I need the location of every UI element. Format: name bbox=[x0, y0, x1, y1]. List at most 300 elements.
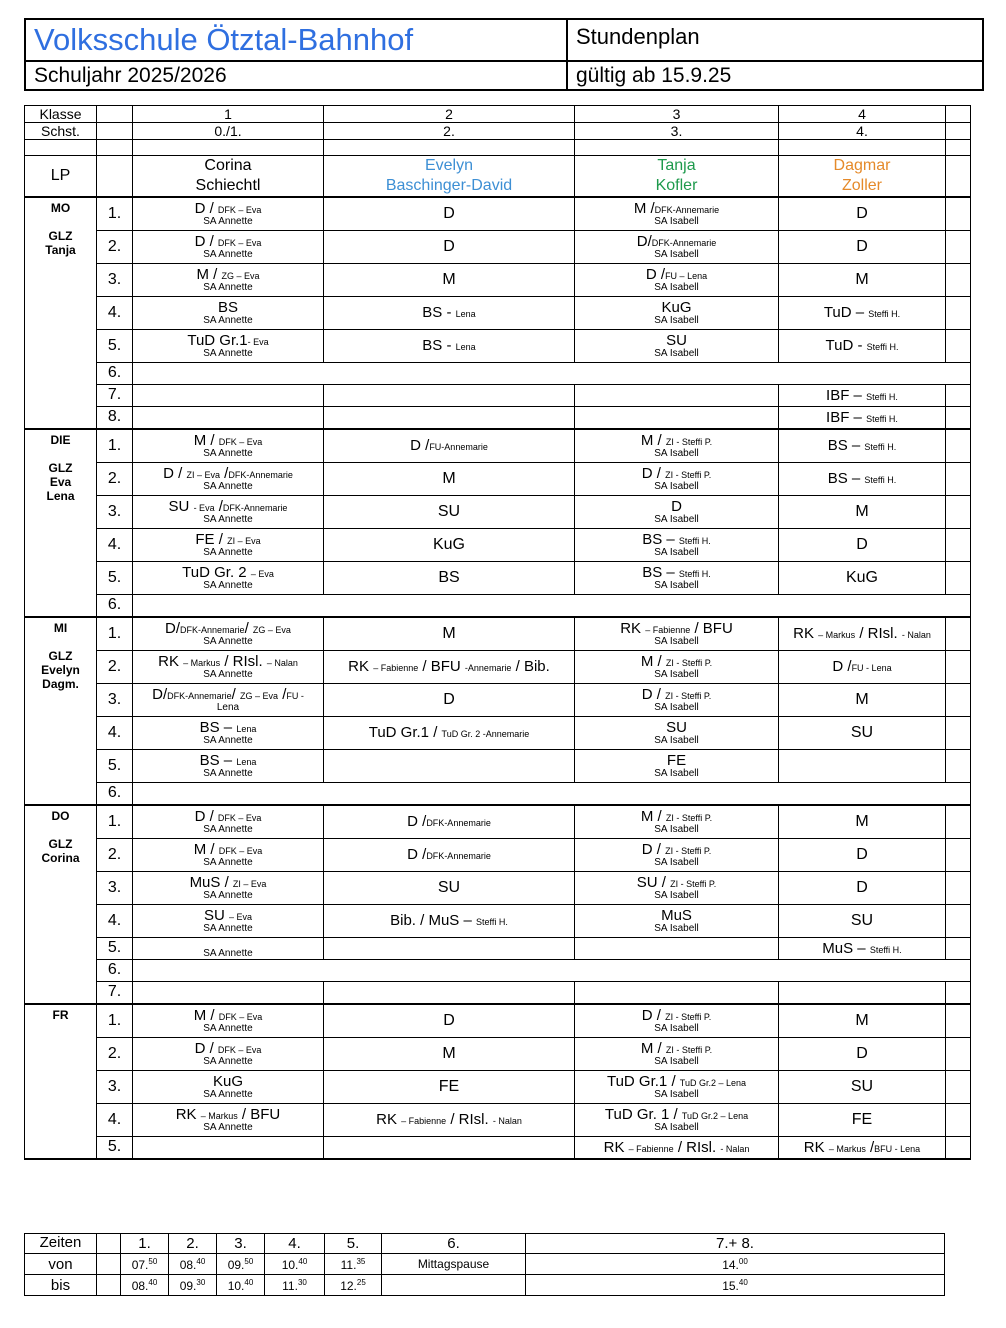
table-cell bbox=[946, 1038, 971, 1071]
cell-text: DFK-Annemarie bbox=[222, 502, 288, 513]
cell-text: SA Annette bbox=[203, 580, 253, 592]
table-cell bbox=[946, 123, 971, 140]
table-cell bbox=[133, 264, 324, 297]
cell-text: SA Isabell bbox=[654, 481, 699, 493]
cell-text: Lena bbox=[236, 723, 257, 734]
cell-text: – Fabienne bbox=[373, 663, 419, 674]
table-cell bbox=[575, 839, 779, 872]
table-cell bbox=[133, 982, 324, 1005]
cell-text: SA Isabell bbox=[654, 216, 699, 228]
cell-text: SA Annette bbox=[203, 1089, 253, 1101]
table-cell bbox=[265, 1275, 325, 1296]
cell-text: DFK – Eva bbox=[217, 812, 262, 823]
schst-3: 3. bbox=[575, 123, 779, 140]
teacher-2 bbox=[324, 156, 575, 198]
table-cell bbox=[946, 1104, 971, 1137]
cell-text: TuD Gr. 2 -Annemarie bbox=[441, 729, 530, 740]
table-row bbox=[25, 61, 983, 90]
cell-text: SA Annette bbox=[203, 1122, 253, 1134]
cell-text: KuG bbox=[212, 1072, 243, 1090]
cell-text: SU bbox=[666, 718, 687, 736]
table-cell: SU bbox=[324, 872, 575, 905]
table-cell bbox=[946, 617, 971, 651]
table-cell bbox=[526, 1254, 945, 1275]
table-cell: 3. bbox=[97, 684, 133, 717]
cell-text: D / bbox=[194, 199, 214, 217]
table-cell bbox=[779, 651, 946, 684]
cell-text: -Annemarie bbox=[464, 663, 512, 674]
schst-2: 2. bbox=[324, 123, 575, 140]
cell-text: Lena bbox=[455, 342, 476, 353]
header-table bbox=[24, 18, 984, 91]
cell-text: BS – bbox=[827, 470, 861, 488]
table-cell bbox=[575, 231, 779, 264]
cell-text: KuG bbox=[661, 298, 692, 316]
cell-text: TuD - bbox=[825, 337, 863, 355]
table-row bbox=[25, 872, 971, 905]
table-cell bbox=[324, 140, 575, 156]
table-cell: 6. bbox=[97, 783, 133, 806]
cell-text: Bib. / MuS – bbox=[390, 912, 472, 930]
cell bbox=[575, 197, 779, 231]
cell-text: SA Annette bbox=[203, 1056, 253, 1068]
cell-text: ZI - Steffi P. bbox=[665, 1011, 712, 1022]
cell-text: – Fabienne bbox=[401, 1116, 447, 1127]
cell-text: TuD Gr.2 – Lena bbox=[681, 1110, 749, 1121]
cell-text: ZI - Steffi P. bbox=[665, 436, 713, 447]
cell-text: SA Isabell bbox=[654, 923, 699, 935]
table-cell bbox=[946, 1137, 971, 1160]
table-row bbox=[25, 407, 971, 430]
table-cell bbox=[324, 938, 575, 960]
table-row bbox=[25, 982, 971, 1005]
table-cell bbox=[133, 297, 324, 330]
table-cell: 4. bbox=[97, 1104, 133, 1137]
cell-text: / bbox=[870, 1138, 875, 1156]
table-cell: SU bbox=[779, 717, 946, 750]
cell-text: SA Isabell bbox=[654, 315, 699, 327]
cell-text: FE / bbox=[195, 530, 223, 548]
table-cell bbox=[946, 805, 971, 839]
table-cell bbox=[133, 330, 324, 363]
cell-text: SU bbox=[666, 331, 687, 349]
table-cell bbox=[575, 1104, 779, 1137]
cell-text: TuD Gr. 1 / bbox=[604, 1105, 678, 1123]
table-row bbox=[25, 330, 971, 363]
table-cell: M bbox=[779, 496, 946, 529]
cell-text: Lena bbox=[455, 309, 476, 320]
table-cell: 5. bbox=[97, 1137, 133, 1160]
table-cell bbox=[97, 123, 133, 140]
cell-text: Steffi H. bbox=[476, 917, 508, 928]
cell-text: 12. bbox=[340, 1278, 357, 1293]
table-cell: 3. bbox=[97, 872, 133, 905]
cell-text: SA Annette bbox=[203, 890, 253, 902]
table-cell bbox=[97, 1234, 121, 1254]
table-cell: M bbox=[779, 1004, 946, 1038]
cell-text: Steffi H. bbox=[866, 391, 898, 402]
cell-text: - Nalan bbox=[901, 630, 931, 641]
table-cell bbox=[133, 429, 324, 463]
table-cell bbox=[133, 1137, 324, 1160]
table-cell bbox=[575, 684, 779, 717]
cell-text: ZI - Steffi P. bbox=[670, 878, 717, 889]
table-row bbox=[25, 19, 983, 61]
table-cell bbox=[946, 562, 971, 595]
cell-text: DFK – Eva bbox=[218, 1011, 263, 1022]
cell-text: D/ bbox=[636, 232, 652, 250]
day-fr bbox=[25, 1004, 97, 1159]
cell-text: - Eva bbox=[247, 336, 269, 347]
table-cell bbox=[133, 783, 971, 806]
table-cell bbox=[575, 496, 779, 529]
cell-text: SA Isabell bbox=[654, 669, 699, 681]
cell-text: M / bbox=[193, 1006, 215, 1024]
table-cell bbox=[946, 938, 971, 960]
cell-text: M / bbox=[633, 199, 655, 217]
table-cell bbox=[779, 982, 946, 1005]
table-cell: 6. bbox=[97, 363, 133, 385]
cell-text: BS – bbox=[642, 563, 675, 581]
table-cell: 2. bbox=[97, 463, 133, 496]
day-do bbox=[25, 805, 97, 1004]
valid-from: gültig ab 15.9.25 bbox=[567, 61, 983, 90]
cell-text: – Eva bbox=[250, 568, 274, 579]
table-cell bbox=[133, 872, 324, 905]
cell-text: DFK-Annemarie bbox=[426, 818, 491, 829]
table-cell bbox=[324, 429, 575, 463]
cell-text: RK bbox=[376, 1111, 397, 1129]
table-row bbox=[25, 783, 971, 806]
table-cell bbox=[133, 1071, 324, 1104]
table-cell: D bbox=[779, 872, 946, 905]
table-cell bbox=[575, 297, 779, 330]
table-cell: KuG bbox=[324, 529, 575, 562]
cell-text: 10. bbox=[281, 1257, 299, 1272]
cell-text: – Markus bbox=[828, 1143, 866, 1154]
table-cell bbox=[946, 407, 971, 430]
table-cell bbox=[575, 938, 779, 960]
cell-text: SA Annette bbox=[203, 547, 253, 559]
cell-text: / bbox=[282, 685, 287, 703]
minutes-superscript: 40 bbox=[738, 1277, 748, 1287]
table-cell bbox=[97, 106, 133, 123]
cell-text: D / bbox=[641, 464, 661, 482]
cell-text: IBF – bbox=[826, 386, 862, 404]
table-cell bbox=[133, 363, 971, 385]
table-cell: 1. bbox=[97, 805, 133, 839]
cell-text: FU – Lena bbox=[665, 270, 708, 281]
cell-text: DFK-Annemarie bbox=[228, 469, 293, 480]
table-cell: 5. bbox=[97, 562, 133, 595]
cell-text: TuD Gr.1 / bbox=[606, 1072, 676, 1090]
table-cell bbox=[575, 429, 779, 463]
cell-text: BS bbox=[217, 298, 238, 316]
table-cell: 5. bbox=[97, 938, 133, 960]
table-cell bbox=[325, 1254, 382, 1275]
table-cell bbox=[946, 651, 971, 684]
table-cell: 7. bbox=[97, 385, 133, 407]
cell-text: FU - Lena bbox=[851, 663, 892, 674]
cell-text: SA Annette bbox=[203, 348, 253, 360]
table-cell bbox=[133, 231, 324, 264]
table-cell bbox=[946, 429, 971, 463]
von-label: von bbox=[25, 1254, 97, 1275]
table-row bbox=[25, 805, 971, 839]
table-cell bbox=[324, 750, 575, 783]
cell-text: Schiechtl bbox=[195, 177, 261, 194]
cell-text: SA Annette bbox=[203, 948, 253, 959]
table-cell: 3. bbox=[97, 1071, 133, 1104]
cell-text: – Nalan bbox=[266, 657, 298, 668]
table-cell: 1. bbox=[97, 1004, 133, 1038]
cell-text: - Nalan bbox=[492, 1116, 522, 1127]
table-cell bbox=[324, 330, 575, 363]
cell-text: D / bbox=[641, 685, 661, 703]
mittagspause: Mittagspause bbox=[382, 1254, 526, 1275]
table-cell bbox=[133, 1004, 324, 1038]
times-table bbox=[24, 1233, 945, 1296]
cell-text: TuD Gr.1 / bbox=[368, 724, 438, 742]
table-cell bbox=[779, 463, 946, 496]
cell-text: – Markus bbox=[200, 1110, 238, 1121]
cell-text: – Fabienne bbox=[628, 1143, 674, 1154]
cell-text: ZI – Eva bbox=[232, 878, 267, 889]
table-cell bbox=[97, 140, 133, 156]
cell-text: D / bbox=[407, 813, 427, 831]
cell-text: D / bbox=[194, 1039, 214, 1057]
table-cell: FE bbox=[779, 1104, 946, 1137]
table-cell bbox=[779, 429, 946, 463]
cell-text: SA Annette bbox=[203, 669, 253, 681]
table-cell: M bbox=[324, 463, 575, 496]
table-cell bbox=[779, 297, 946, 330]
table-row bbox=[25, 1104, 971, 1137]
table-cell bbox=[575, 385, 779, 407]
cell-text: Lena bbox=[46, 489, 75, 503]
table-cell bbox=[25, 140, 97, 156]
table-cell bbox=[575, 872, 779, 905]
table-cell bbox=[575, 805, 779, 839]
cell-text: Steffi H. bbox=[866, 342, 899, 353]
table-cell: 5. bbox=[325, 1234, 382, 1254]
cell-text: D / bbox=[410, 437, 430, 455]
table-cell: D bbox=[779, 231, 946, 264]
table-cell: 3. bbox=[97, 264, 133, 297]
minutes-superscript: 40 bbox=[298, 1256, 308, 1266]
lp-row bbox=[25, 156, 971, 198]
cell-text: M / bbox=[640, 807, 662, 825]
cell-text: D / bbox=[641, 840, 661, 858]
times-header bbox=[25, 1234, 945, 1254]
cell-text: ZI - Steffi P. bbox=[665, 1044, 713, 1055]
cell-text: SA Annette bbox=[203, 216, 253, 228]
cell-text: 15. bbox=[722, 1278, 739, 1293]
table-cell bbox=[133, 385, 324, 407]
cell-text: SU bbox=[168, 497, 190, 515]
cell-text: Lena bbox=[216, 702, 240, 714]
cell-text: SA Isabell bbox=[654, 282, 699, 294]
cell-text: Steffi H. bbox=[866, 413, 898, 424]
cell-text: SA Isabell bbox=[654, 348, 699, 360]
table-cell bbox=[946, 385, 971, 407]
table-cell bbox=[946, 684, 971, 717]
cell-text: MuS / bbox=[189, 873, 229, 891]
cell-text: BS - bbox=[422, 304, 452, 322]
table-row bbox=[25, 363, 971, 385]
cell-text: IBF – bbox=[826, 408, 862, 426]
table-cell bbox=[779, 938, 946, 960]
cell-text: GLZ bbox=[48, 837, 73, 851]
cell-text: DIE bbox=[50, 433, 71, 447]
cell-text: FU - bbox=[286, 690, 304, 701]
klasse-label: Klasse bbox=[25, 106, 97, 123]
cell-text: / bbox=[244, 619, 249, 637]
cell-text: 11. bbox=[340, 1257, 357, 1272]
cell-text: DFK – Eva bbox=[217, 204, 262, 215]
cell-text: Zoller bbox=[841, 177, 882, 194]
cell-text: Baschinger-David bbox=[385, 177, 513, 194]
table-cell: M bbox=[324, 1038, 575, 1071]
cell-text: D/ bbox=[165, 619, 181, 637]
table-cell bbox=[946, 529, 971, 562]
table-cell bbox=[946, 156, 971, 198]
table-row bbox=[25, 684, 971, 717]
cell-text: TuD Gr.2 – Lena bbox=[679, 1077, 747, 1088]
cell-text: / BFU bbox=[422, 658, 461, 676]
table-cell: 5. bbox=[97, 750, 133, 783]
cell-text: DO bbox=[51, 809, 70, 823]
table-cell: M bbox=[324, 264, 575, 297]
cell-text: BFU - Lena bbox=[874, 1143, 921, 1154]
table-cell bbox=[526, 1275, 945, 1296]
cell-text: Dagmar bbox=[833, 157, 891, 174]
cell-text: DFK – Eva bbox=[218, 845, 263, 856]
table-cell bbox=[133, 617, 324, 651]
lp-label: LP bbox=[25, 156, 97, 198]
table-row bbox=[25, 717, 971, 750]
cell-text: D / bbox=[832, 658, 852, 676]
cell-text: M / bbox=[640, 652, 662, 670]
table-cell bbox=[133, 140, 324, 156]
table-cell bbox=[946, 140, 971, 156]
cell-text: FR bbox=[52, 1008, 69, 1022]
cell-text: SA Annette bbox=[203, 448, 253, 460]
class-1: 1 bbox=[133, 106, 324, 123]
table-cell: D bbox=[779, 1038, 946, 1071]
cell-text: 08. bbox=[179, 1257, 197, 1272]
table-cell bbox=[133, 651, 324, 684]
cell-text: BS – bbox=[199, 751, 233, 769]
cell-text: 11. bbox=[282, 1278, 298, 1293]
table-cell bbox=[133, 463, 324, 496]
minutes-superscript: 40 bbox=[244, 1277, 254, 1287]
schst-row bbox=[25, 123, 971, 140]
teacher-3 bbox=[575, 156, 779, 198]
cell-text: / bbox=[231, 685, 236, 703]
minutes-superscript: 30 bbox=[297, 1277, 307, 1287]
table-cell bbox=[324, 805, 575, 839]
cell-text: D / bbox=[163, 464, 183, 482]
table-cell: 2. bbox=[97, 839, 133, 872]
minutes-superscript: 25 bbox=[356, 1277, 366, 1287]
table-cell bbox=[169, 1275, 217, 1296]
cell-text: SU / bbox=[636, 873, 666, 891]
cell-text: SA Annette bbox=[203, 1023, 253, 1035]
table-cell bbox=[133, 938, 324, 960]
cell-text: Eva bbox=[49, 475, 72, 489]
cell-text: GLZ bbox=[48, 461, 73, 475]
table-cell: 6. bbox=[97, 960, 133, 982]
table-row bbox=[25, 938, 971, 960]
table-cell: 1. bbox=[121, 1234, 169, 1254]
table-cell: 3. bbox=[217, 1234, 265, 1254]
cell-text: ZI - Steffi P. bbox=[665, 845, 712, 856]
table-cell: SU bbox=[779, 905, 946, 938]
table-cell bbox=[133, 960, 971, 982]
table-cell: 4. bbox=[97, 905, 133, 938]
cell-text: BS – bbox=[642, 530, 675, 548]
table-row bbox=[25, 960, 971, 982]
table-cell: 1. bbox=[97, 429, 133, 463]
minutes-superscript: 50 bbox=[244, 1256, 254, 1266]
table-cell bbox=[133, 684, 324, 717]
table-cell bbox=[217, 1275, 265, 1296]
table-cell: SU bbox=[779, 1071, 946, 1104]
cell-text: SA Isabell bbox=[654, 824, 699, 836]
table-cell: 2. bbox=[97, 231, 133, 264]
schst-4: 4. bbox=[779, 123, 946, 140]
table-cell: D bbox=[324, 684, 575, 717]
cell bbox=[133, 197, 324, 231]
cell-text: / bbox=[218, 497, 223, 515]
times-label: Zeiten bbox=[25, 1234, 97, 1254]
cell-text: D / bbox=[645, 265, 666, 283]
cell-text: ZI - Steffi P. bbox=[665, 812, 713, 823]
cell-text: DFK – Eva bbox=[217, 1044, 262, 1055]
cell-text: Kofler bbox=[655, 177, 698, 194]
table-cell: 2. bbox=[169, 1234, 217, 1254]
cell-text: TuD Gr. 2 bbox=[182, 563, 247, 581]
cell-text: SA Isabell bbox=[654, 1056, 699, 1068]
table-cell bbox=[324, 839, 575, 872]
table-cell bbox=[133, 407, 324, 430]
cell-text: Steffi H. bbox=[868, 309, 901, 320]
table-row bbox=[25, 429, 971, 463]
times-bis-row bbox=[25, 1275, 945, 1296]
cell-text: SA Isabell bbox=[654, 448, 699, 460]
table-cell bbox=[946, 463, 971, 496]
table-row bbox=[25, 264, 971, 297]
klasse-row bbox=[25, 106, 971, 123]
cell-text: M / bbox=[640, 431, 662, 449]
cell-text: SA Annette bbox=[203, 768, 253, 780]
table-cell bbox=[575, 264, 779, 297]
minutes-superscript: 35 bbox=[356, 1256, 366, 1266]
class-2: 2 bbox=[324, 106, 575, 123]
table-cell bbox=[946, 982, 971, 1005]
cell-text: BS – bbox=[827, 437, 861, 455]
table-cell bbox=[575, 1137, 779, 1160]
table-cell bbox=[575, 982, 779, 1005]
table-cell bbox=[97, 1275, 121, 1296]
plan-title: Stundenplan bbox=[567, 19, 983, 61]
cell-text: / BFU bbox=[241, 1105, 281, 1123]
table-cell bbox=[133, 529, 324, 562]
cell-text: SA Isabell bbox=[654, 768, 699, 780]
table-cell bbox=[121, 1275, 169, 1296]
table-cell: 4. bbox=[97, 717, 133, 750]
